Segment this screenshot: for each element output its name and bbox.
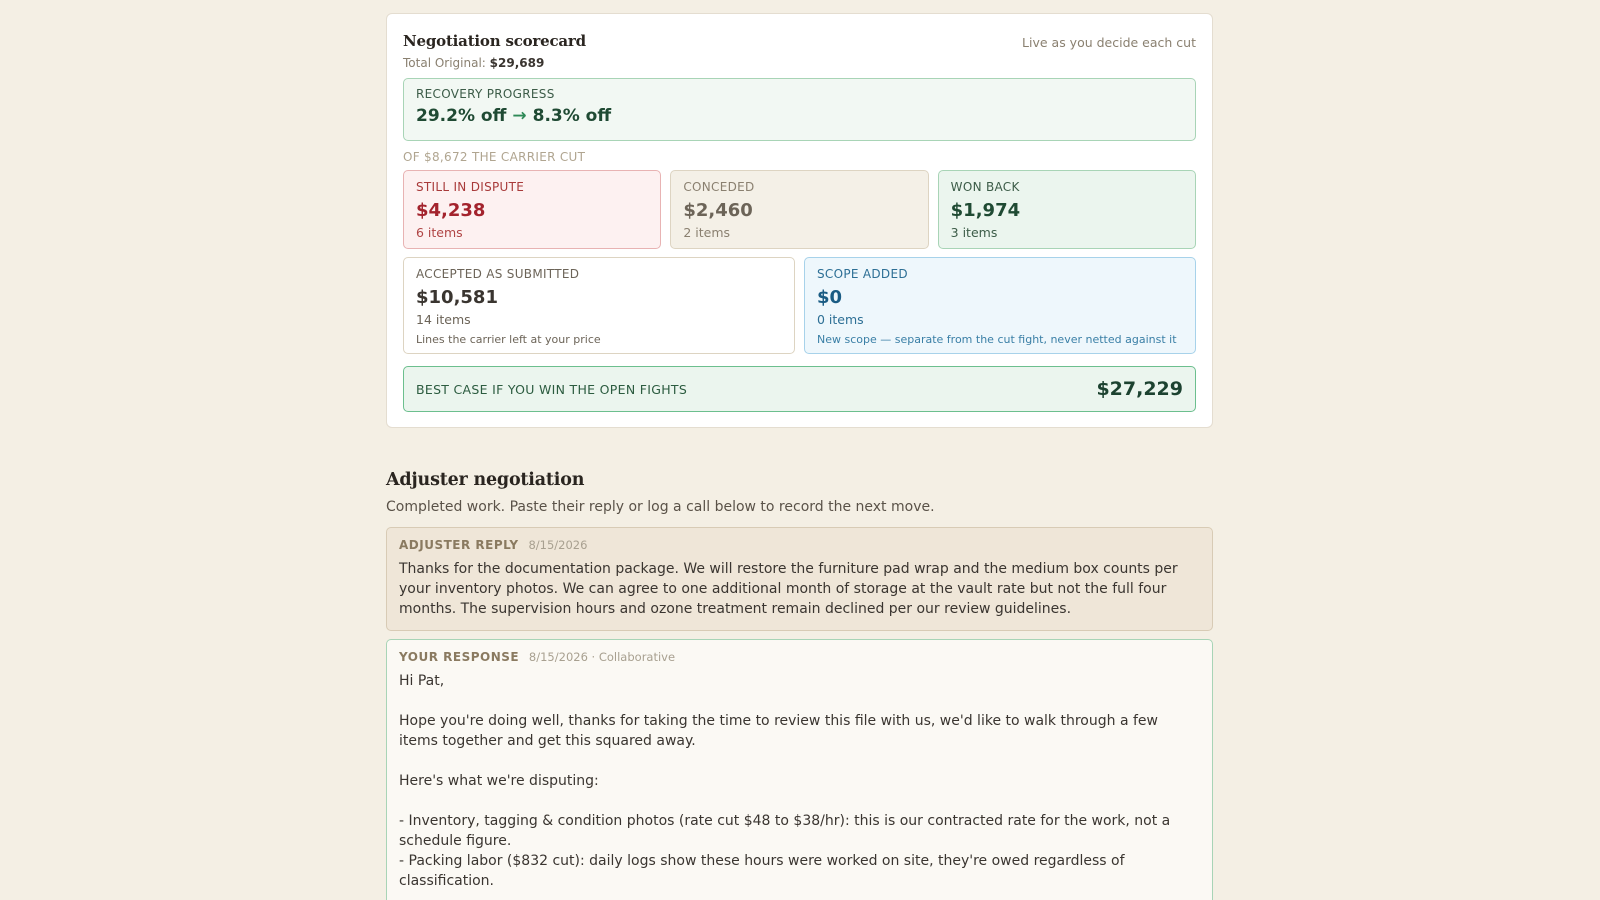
won-back-label: WON BACK xyxy=(950,180,1020,194)
adjuster-reply-body: Thanks for the documentation package. We will restore the furniture pad wrap and the medium box counts per your inventory photos. We can agree to one additional month of storage at the vault rate but not the full four months. The supervision hours and ozone treatment remain declined per our review guidelines. xyxy=(399,561,1183,617)
scope-added-note: New scope — separate from the cut fight, never netted against it xyxy=(817,333,1177,346)
adjuster-reply-date: 8/15/2026 xyxy=(528,538,588,552)
negotiation-title: Adjuster negotiation xyxy=(386,470,585,490)
scope-added-card[interactable] xyxy=(804,257,1196,354)
recovery-progress xyxy=(403,78,1196,141)
recovery-to: 8.3% off xyxy=(532,106,612,126)
best-case-amount: $27,229 xyxy=(1096,378,1183,400)
arrow-right-icon: → xyxy=(512,106,527,126)
recovery-progress-label: RECOVERY PROGRESS xyxy=(416,87,555,101)
accepted-label: ACCEPTED AS SUBMITTED xyxy=(416,267,580,281)
still-in-dispute-card[interactable] xyxy=(403,170,661,249)
total-original xyxy=(403,56,1196,70)
your-response-label: YOUR RESPONSE xyxy=(399,650,520,664)
your-response-meta: 8/15/2026 · Collaborative xyxy=(528,650,676,664)
best-case-label: BEST CASE IF YOU WIN THE OPEN FIGHTS xyxy=(416,381,688,397)
accepted-count: 14 items xyxy=(416,312,471,327)
recovery-from: 29.2% off xyxy=(416,106,507,126)
scope-added-amount: $0 xyxy=(817,287,843,308)
accepted-amount: $10,581 xyxy=(416,287,498,308)
still-in-dispute-label: STILL IN DISPUTE xyxy=(416,180,525,194)
accepted-note: Lines the carrier left at your price xyxy=(416,333,601,346)
conceded-amount: $2,460 xyxy=(683,200,753,221)
adjuster-reply-header xyxy=(399,538,1200,552)
scorecard-header xyxy=(403,32,1196,50)
scorecard-title: Negotiation scorecard xyxy=(403,32,586,50)
total-original-label: Total Original: xyxy=(403,56,486,70)
your-response-message[interactable] xyxy=(386,639,1213,900)
cut-breakdown-row xyxy=(403,170,1196,249)
scope-added-count: 0 items xyxy=(817,312,864,327)
scope-added-label: SCOPE ADDED xyxy=(817,267,908,281)
conceded-label: CONCEDED xyxy=(683,180,755,194)
negotiation-scorecard xyxy=(386,13,1213,428)
carrier-cut-caption: OF $8,672 THE CARRIER CUT xyxy=(403,150,586,164)
won-back-card[interactable] xyxy=(938,170,1196,249)
best-case-banner xyxy=(403,366,1196,412)
live-note: Live as you decide each cut xyxy=(1022,35,1196,50)
recovery-progress-values xyxy=(416,106,1183,126)
accepted-as-submitted-card[interactable] xyxy=(403,257,795,354)
adjuster-reply-label: ADJUSTER REPLY xyxy=(399,538,519,552)
your-response-header xyxy=(399,650,1200,664)
won-back-amount: $1,974 xyxy=(950,200,1021,221)
won-back-count: 3 items xyxy=(950,225,998,240)
conceded-card[interactable] xyxy=(670,170,928,249)
conceded-count: 2 items xyxy=(683,225,731,240)
adjuster-reply-message xyxy=(386,527,1213,631)
accepted-scope-row xyxy=(403,257,1196,354)
still-in-dispute-count: 6 items xyxy=(416,225,463,240)
still-in-dispute-amount: $4,238 xyxy=(416,200,486,221)
negotiation-subtitle: Completed work. Paste their reply or log a call below to record the next move. xyxy=(386,499,935,515)
total-original-value: $29,689 xyxy=(489,56,545,70)
main-column xyxy=(386,13,1213,900)
your-response-body: Hi Pat, Hope you're doing well, thanks for taking the time to review this file with us, we'd like to walk through a few items together and get this squared away. Here's what we're disputing: - Inventory, tagging & condition photos (rate cut $48 to $38/hr): this is our contracted rate for the work, not a schedule figure. - Packing labor ($832 cut): daily logs show these hours were worked on site, they're owed regardless of classification. xyxy=(399,673,1171,889)
